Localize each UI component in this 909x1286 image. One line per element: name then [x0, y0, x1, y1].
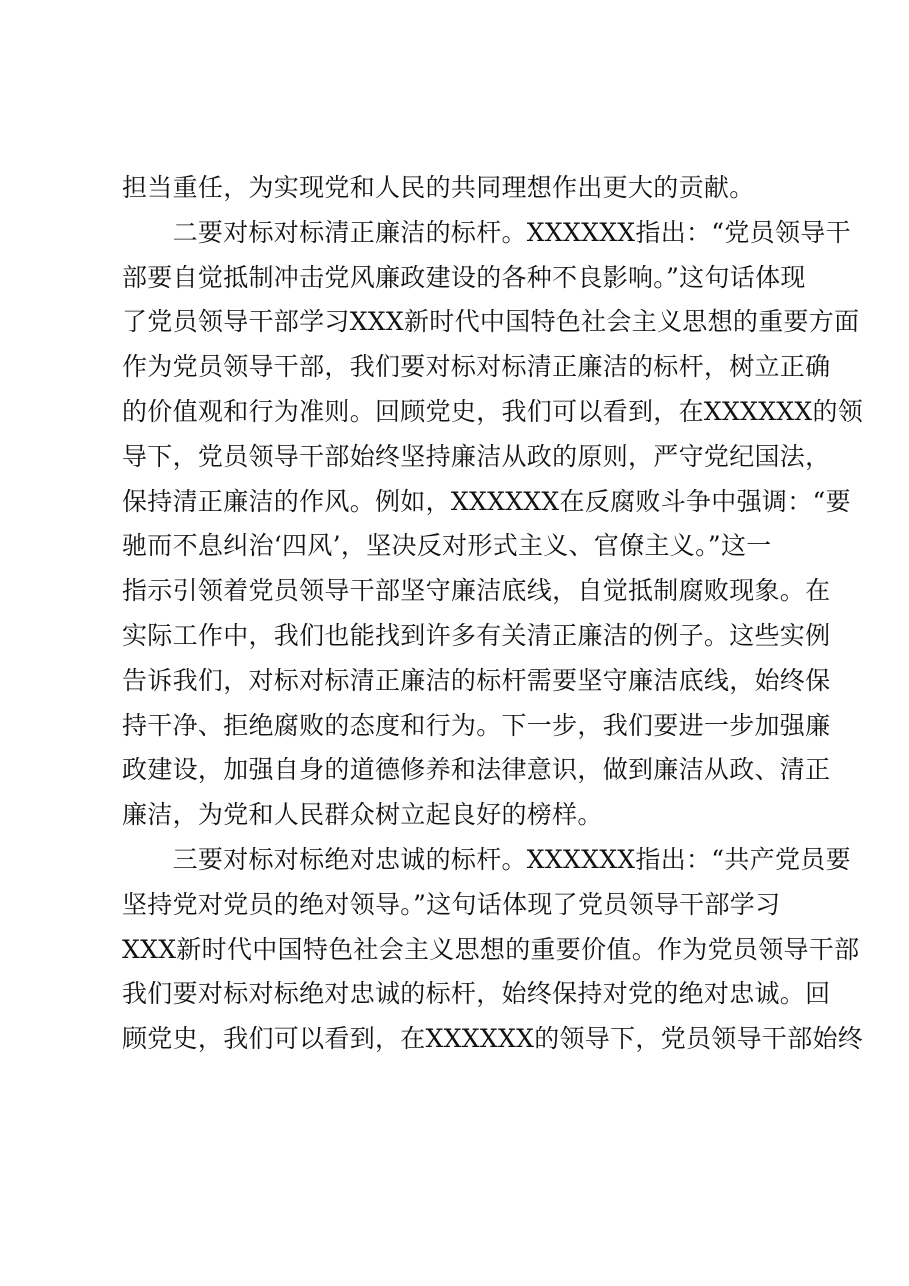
text-line-16: 三要对标对标绝对忠诚的标杆。XXXXXX指出：“共产党员要 [122, 844, 851, 874]
text-line-7: 导下，党员领导干部始终坚持廉洁从政的原则，严守党纪国法， [122, 441, 831, 471]
text-line-1: 担当重任，为实现党和人民的共同理想作出更大的贡献。 [122, 173, 755, 202]
text-line-20: 顾党史，我们可以看到，在XXXXXX的领导下，党员领导干部始终 [122, 1024, 864, 1054]
text-line-9: 驰而不息纠治‘四风’，坚决反对形式主义、官僚主义。”这一 [122, 531, 772, 561]
text-line-2: 二要对标对标清正廉洁的标杆。XXXXXX指出：“党员领导干 [122, 217, 851, 247]
text-line-4: 了党员领导干部学习XXX新时代中国特色社会主义思想的重要方面 [122, 307, 860, 337]
text-line-10: 指示引领着党员领导干部坚守廉洁底线，自觉抵制腐败现象。在 [122, 576, 831, 606]
text-line-6: 的价值观和行为准则。回顾党史，我们可以看到，在XXXXXX的领 [122, 396, 864, 426]
text-line-14: 政建设，加强自身的道德修养和法律意识，做到廉洁从政、清正 [122, 755, 831, 785]
text-line-3: 部要自觉抵制冲击党风廉政建设的各种不良影响。”这句话体现 [122, 262, 806, 292]
text-line-18: XXX新时代中国特色社会主义思想的重要价值。作为党员领导干部 [122, 934, 860, 964]
text-line-15: 廉洁，为党和人民群众树立起良好的榜样。 [122, 800, 603, 830]
text-line-11: 实际工作中，我们也能找到许多有关清正廉洁的例子。这些实例 [122, 620, 831, 650]
text-line-8: 保持清正廉洁的作风。例如，XXXXXX在反腐败斗争中强调：“要 [122, 486, 851, 516]
body-text [122, 166, 864, 1062]
text-line-17: 坚持党对党员的绝对领导。”这句话体现了党员领导干部学习 [122, 889, 781, 919]
text-line-5: 作为党员领导干部，我们要对标对标清正廉洁的标杆，树立正确 [122, 352, 831, 382]
text-line-13: 持干净、拒绝腐败的态度和行为。下一步，我们要进一步加强廉 [122, 710, 831, 740]
text-line-12: 告诉我们，对标对标清正廉洁的标杆需要坚守廉洁底线，始终保 [122, 665, 831, 695]
text-line-19: 我们要对标对标绝对忠诚的标杆，始终保持对党的绝对忠诚。回 [122, 979, 831, 1009]
